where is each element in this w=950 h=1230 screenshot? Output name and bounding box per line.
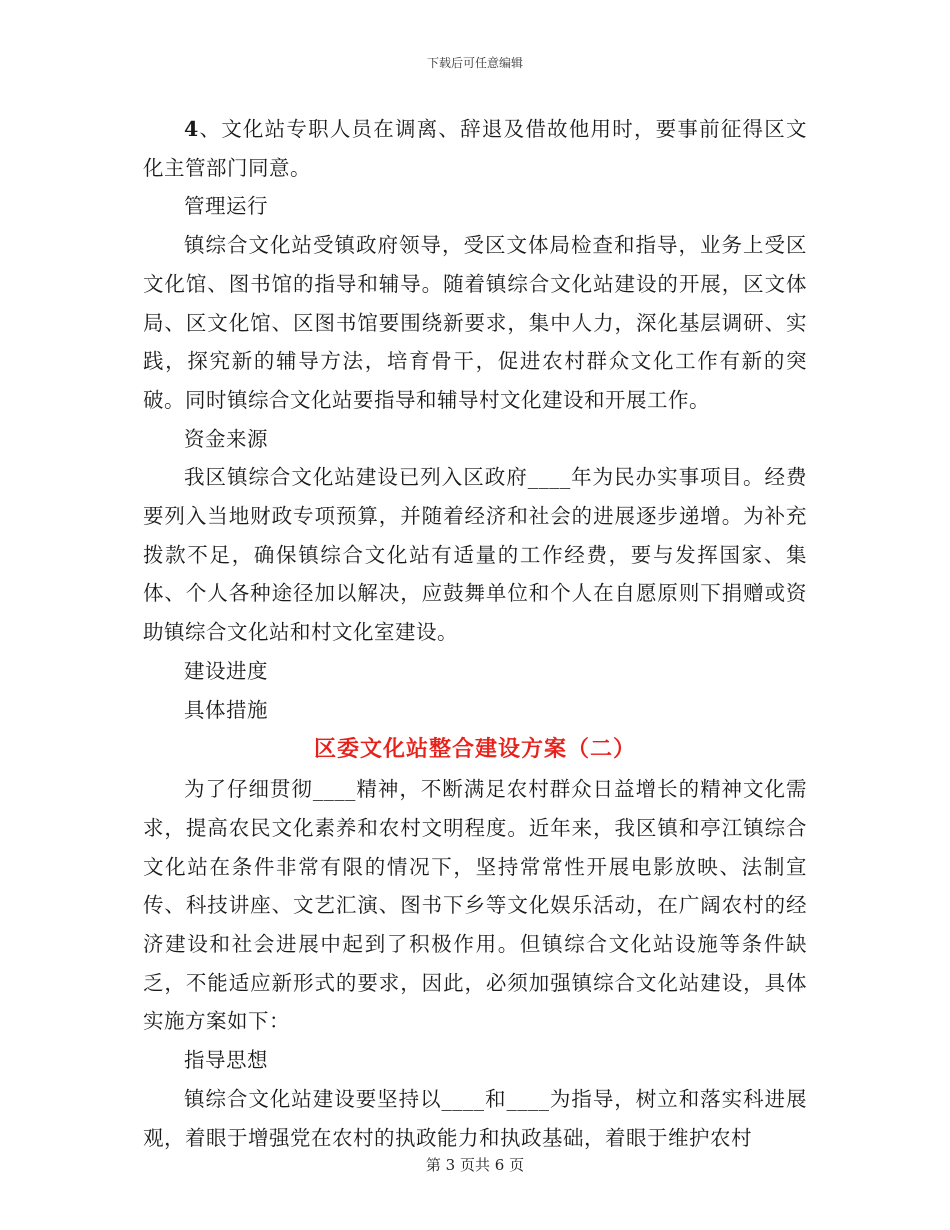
page-number-footer: 第 3 页共 6 页 [425,1156,525,1174]
item-number: 4 [184,117,199,141]
page-header-note: 下载后可任意编辑 [426,56,523,70]
paragraph-intro: 为了仔细贯彻____精神，不断满足农村群众日益增长的精神文化需求，提高农民文化素养和农村文明程度。近年来，我区镇和亭江镇综合文化站在条件非常有限的情况下，坚持常常性开展电影放映、法制宣传、科技讲座、文艺汇演、图书下乡等文化娱乐活动，在广阔农村的经济建设和社会进展中起到了积极作用。但镇综合文化站设施等条件缺乏，不能适应新形式的要求，因此，必须加强镇综合文化站建设，具体实施方案如下： [143,777,807,1034]
section-title: 区委文化站整合建设方案（二） [313,737,636,763]
item-4-text: 、文化站专职人员在调离、辞退及借故他用时，要事前征得区文化主管部门同意。 [143,117,807,180]
paragraph-management: 镇综合文化站受镇政府领导，受区文体局检查和指导，业务上受区文化馆、图书馆的指导和辅导。随着镇综合文化站建设的开展，区文体局、区文化馆、区图书馆要围绕新要求，集中人力，深化基层调研、实践，探究新的辅导方法，培育骨干，促进农村群众文化工作有新的突破。同时镇综合文化站要指导和辅导村文化建设和开展工作。 [143,233,807,412]
heading-management: 管理运行 [184,194,268,219]
paragraph-funding: 我区镇综合文化站建设已列入区政府____年为民办实事项目。经费要列入当地财政专项预算，并随着经济和社会的进展逐步递增。为补充拨款不足，确保镇综合文化站有适量的工作经费，要与发挥国家、集体、个人各种途径加以解决，应鼓舞单位和个人在自愿原则下捐赠或资助镇综合文化站和村文化室建设。 [143,465,807,645]
heading-funding: 资金来源 [184,426,268,451]
paragraph-guiding: 镇综合文化站建设要坚持以____和____为指导，树立和落实科进展观，着眼于增强党在农村的执政能力和执政基础，着眼于维护农村 [143,1086,807,1150]
document-body [143,110,807,1157]
paragraph-item-4 [143,110,807,187]
heading-measures: 具体措施 [184,697,268,722]
heading-guiding: 指导思想 [184,1048,268,1073]
heading-progress: 建设进度 [184,658,268,683]
